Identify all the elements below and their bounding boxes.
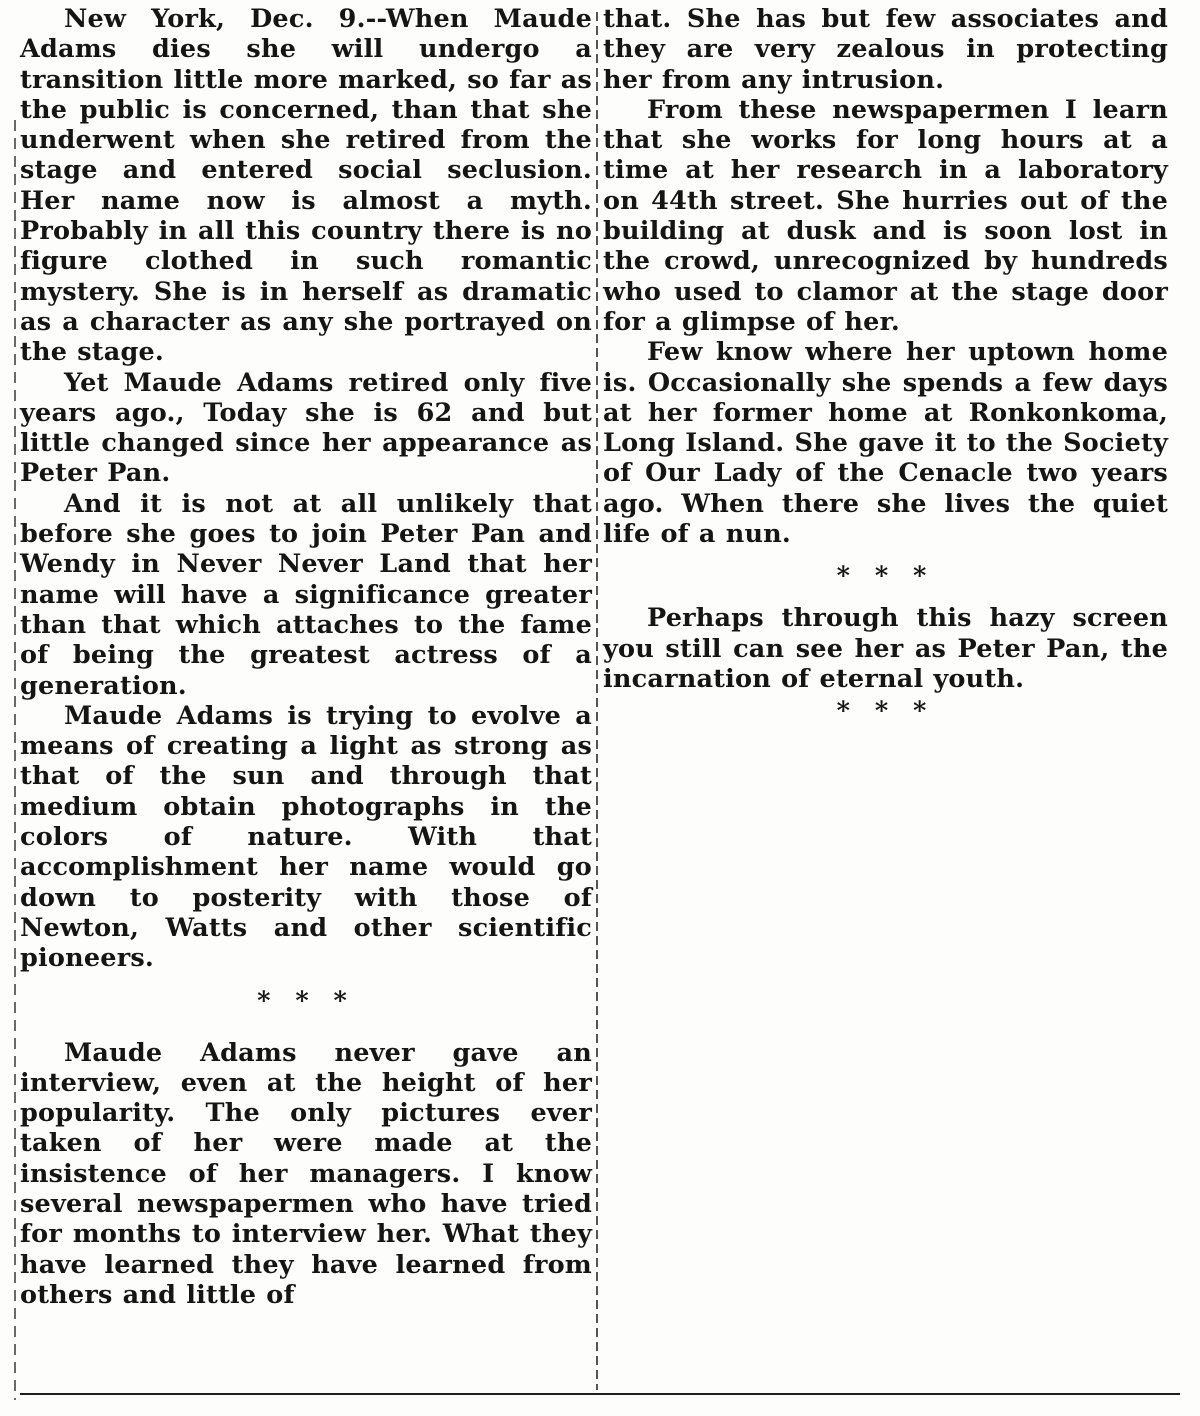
paragraph-interview: Maude Adams never gave an interview, even at the height of her popularity. The only pictures ever taken of her were made at the insistence of her managers. I know several newspapermen who have tried for months to interview her. What they have learned they have learned from others and little of: [20, 1037, 592, 1310]
left-column: [20, 4, 592, 1310]
section-break: * * *: [257, 985, 355, 1016]
section-break: * * *: [836, 561, 935, 592]
right-column: [603, 4, 1168, 728]
section-break: * * *: [836, 696, 935, 727]
spacer: [20, 974, 592, 984]
bottom-rule: [20, 1393, 1180, 1395]
paragraph-interview-continued: that. She has but few associates and they are very zealous in protecting her from any intrusion.: [603, 4, 1168, 95]
spacer: [603, 549, 1168, 559]
paragraph-home: Few know where her uptown home is. Occasionally she spends a few days at her former home at Ronkonkoma, Long Island. She gave it to the Society of Our Lady of the Cenacle two years ago. When there she lives the quiet life of a nun.: [603, 337, 1168, 550]
paragraph-research: Maude Adams is trying to evolve a means of creating a light as strong as that of the sun and through that medium obtain photographs in the colors of nature. With that accomplishment her name would go down to posterity with those of Newton, Watts and other scientific pioneers.: [20, 700, 592, 974]
paragraph-closing: Perhaps through this hazy screen you still can see her as Peter Pan, the incarnation of eternal youth.: [603, 603, 1168, 694]
spacer: [20, 1018, 592, 1038]
paragraph-significance: And it is not at all unlikely that before she goes to join Peter Pan and Wendy in Never Never Land that her name will have a significance greater than that which attaches to the fame of being the greatest actress of a generation.: [20, 488, 592, 701]
paragraph-laboratory: From these newspapermen I learn that she works for long hours at a time at her research in a laboratory on 44th street. She hurries out of the building at dusk and is soon lost in the crowd, unrecognized by hundreds who used to clamor at the stage door for a glimpse of her.: [603, 94, 1168, 337]
left-edge-rule: [14, 120, 16, 1400]
paragraph-dateline: New York, Dec. 9.--When Maude Adams dies she will undergo a transition little more marked, so far as the public is concerned, than that she underwent when she retired from the stage and entered social seclusion. Her name now is almost a myth. Probably in all this country there is no figure clothed in such romantic mystery. She is in herself as dramatic as a character as any she portrayed on the stage.: [20, 4, 592, 368]
column-rule: [596, 12, 598, 1390]
paragraph-retired: Yet Maude Adams retired only five years ago., Today she is 62 and but little changed since her appearance as Peter Pan.: [20, 367, 592, 489]
spacer: [603, 593, 1168, 603]
